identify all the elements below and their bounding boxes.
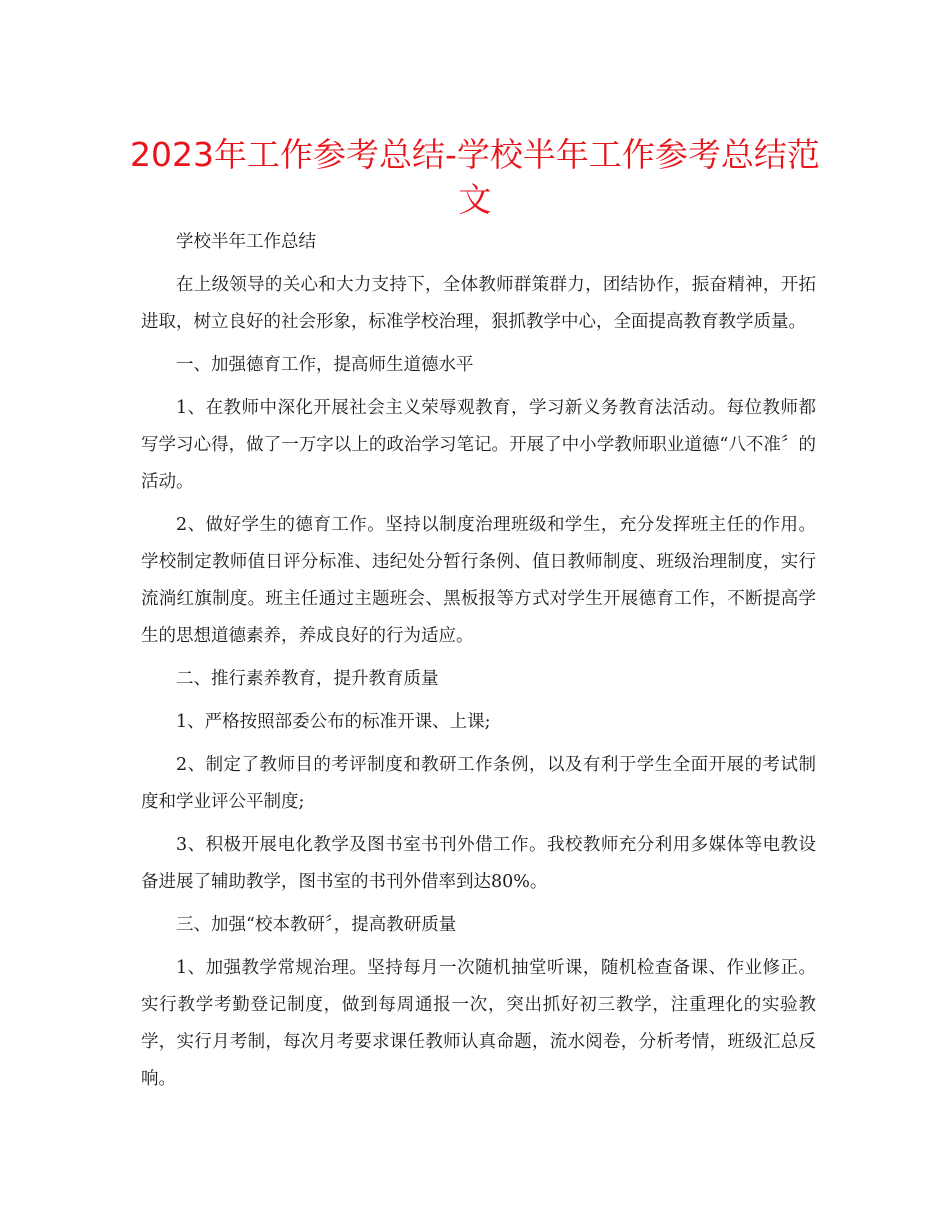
paragraph-intro: 在上级领导的关心和大力支持下，全体教师群策群力，团结协作，振奋精神，开拓进取，树立良好的社会形象，标准学校治理，狠抓教学中心，全面提高教育教学质量。 — [141, 275, 816, 332]
paragraph-student-moral: 2、做好学生的德育工作。坚持以制度治理班级和学生，充分发挥班主任的作用。学校制定教师值日评分标准、违纪处分暂行条例、值日教师制度、班级治理制度，实行流淌红旗制度。班主任通过主题班会、黑板报等方式对学生开展德育工作，不断提高学生的思想道德素养，养成良好的行为适应。 — [141, 515, 816, 646]
section-heading-quality-education: 二、推行素养教育，提升教育质量 — [176, 669, 439, 689]
paragraph-teacher-moral: 1、在教师中深化开展社会主义荣辱观教育，学习新义务教育法活动。每位教师都写学习心得，做了一万字以上的政治学习笔记。开展了中小学教师职业道德“八不准〞的活动。 — [141, 398, 816, 492]
paragraph-teaching-routine: 1、加强教学常规治理。坚持每月一次随机抽堂听课，随机检查备课、作业修正。实行教学考勤登记制度，做到每周通报一次，突出抓好初三教学，注重理化的实验教学，实行月考制，每次月考要求课任教师认真命题，流水阅卷，分析考情，班级汇总反响。 — [141, 958, 816, 1089]
paragraph-subtitle: 学校半年工作总结 — [176, 232, 316, 252]
section-heading-school-research: 三、加强“校本教研〞，提高教研质量 — [176, 915, 457, 935]
paragraph-curriculum: 1、严格按照部委公布的标准开课、上课; — [176, 712, 491, 732]
document-body — [141, 224, 816, 1104]
document-title: 2023年工作参考总结-学校半年工作参考总结范文 — [130, 135, 820, 219]
paragraph-library: 3、积极开展电化教学及图书室书刊外借工作。我校教师充分利用多媒体等电教设备进展了辅助教学，图书室的书刊外借率到达80%。 — [141, 835, 816, 892]
paragraph-evaluation: 2、制定了教师目的考评制度和教研工作条例，以及有利于学生全面开展的考试制度和学业评公平制度; — [141, 755, 816, 812]
section-heading-moral-education: 一、加强德育工作，提高师生道德水平 — [176, 355, 474, 375]
